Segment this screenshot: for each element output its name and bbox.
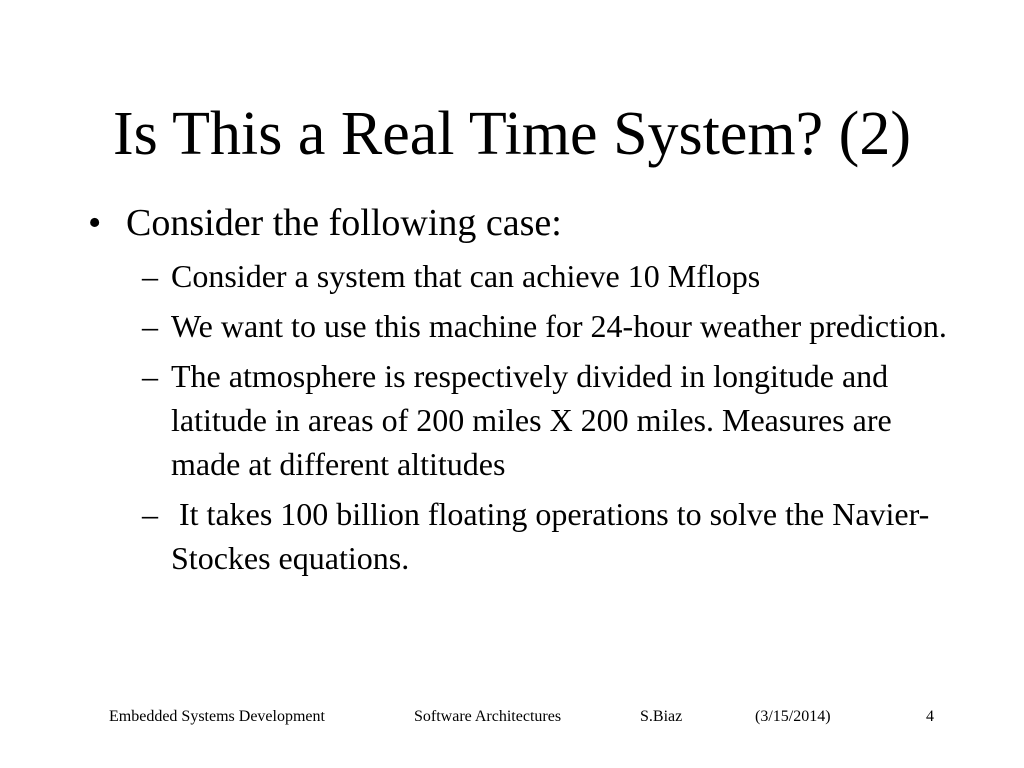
bullet-text: Consider the following case: — [126, 202, 562, 244]
sub-bullet-item — [142, 304, 948, 348]
sub-bullet-list — [142, 254, 948, 580]
sub-bullet-item — [142, 354, 948, 486]
slide-number: 4 — [926, 708, 934, 725]
dash-marker: – — [142, 258, 158, 294]
sub-bullet-item — [142, 492, 948, 580]
footer-author: S.Biaz — [640, 708, 683, 725]
sub-bullet-text: Consider a system that can achieve 10 Mflops — [171, 258, 761, 294]
footer-course: Embedded Systems Development — [109, 708, 325, 725]
bullet-item — [88, 198, 948, 248]
sub-bullet-text: The atmosphere is respectively divided in longitude and latitude in areas of 200 miles X 200 miles. Measures are made at different altitudes — [171, 358, 900, 482]
slide-body — [88, 198, 948, 586]
sub-bullet-item — [142, 254, 948, 298]
dash-marker: – — [142, 496, 158, 532]
sub-bullet-text: It takes 100 billion floating operations to solve the Navier-Stockes equations. — [171, 496, 930, 576]
slide-title: Is This a Real Time System? (2) — [113, 100, 911, 168]
dash-marker: – — [142, 308, 158, 344]
dash-marker: – — [142, 358, 158, 394]
sub-bullet-text: We want to use this machine for 24-hour weather prediction. — [171, 308, 947, 344]
footer-date: (3/15/2014) — [755, 708, 831, 725]
bullet-marker: • — [88, 202, 102, 244]
footer-topic: Software Architectures — [414, 708, 562, 725]
